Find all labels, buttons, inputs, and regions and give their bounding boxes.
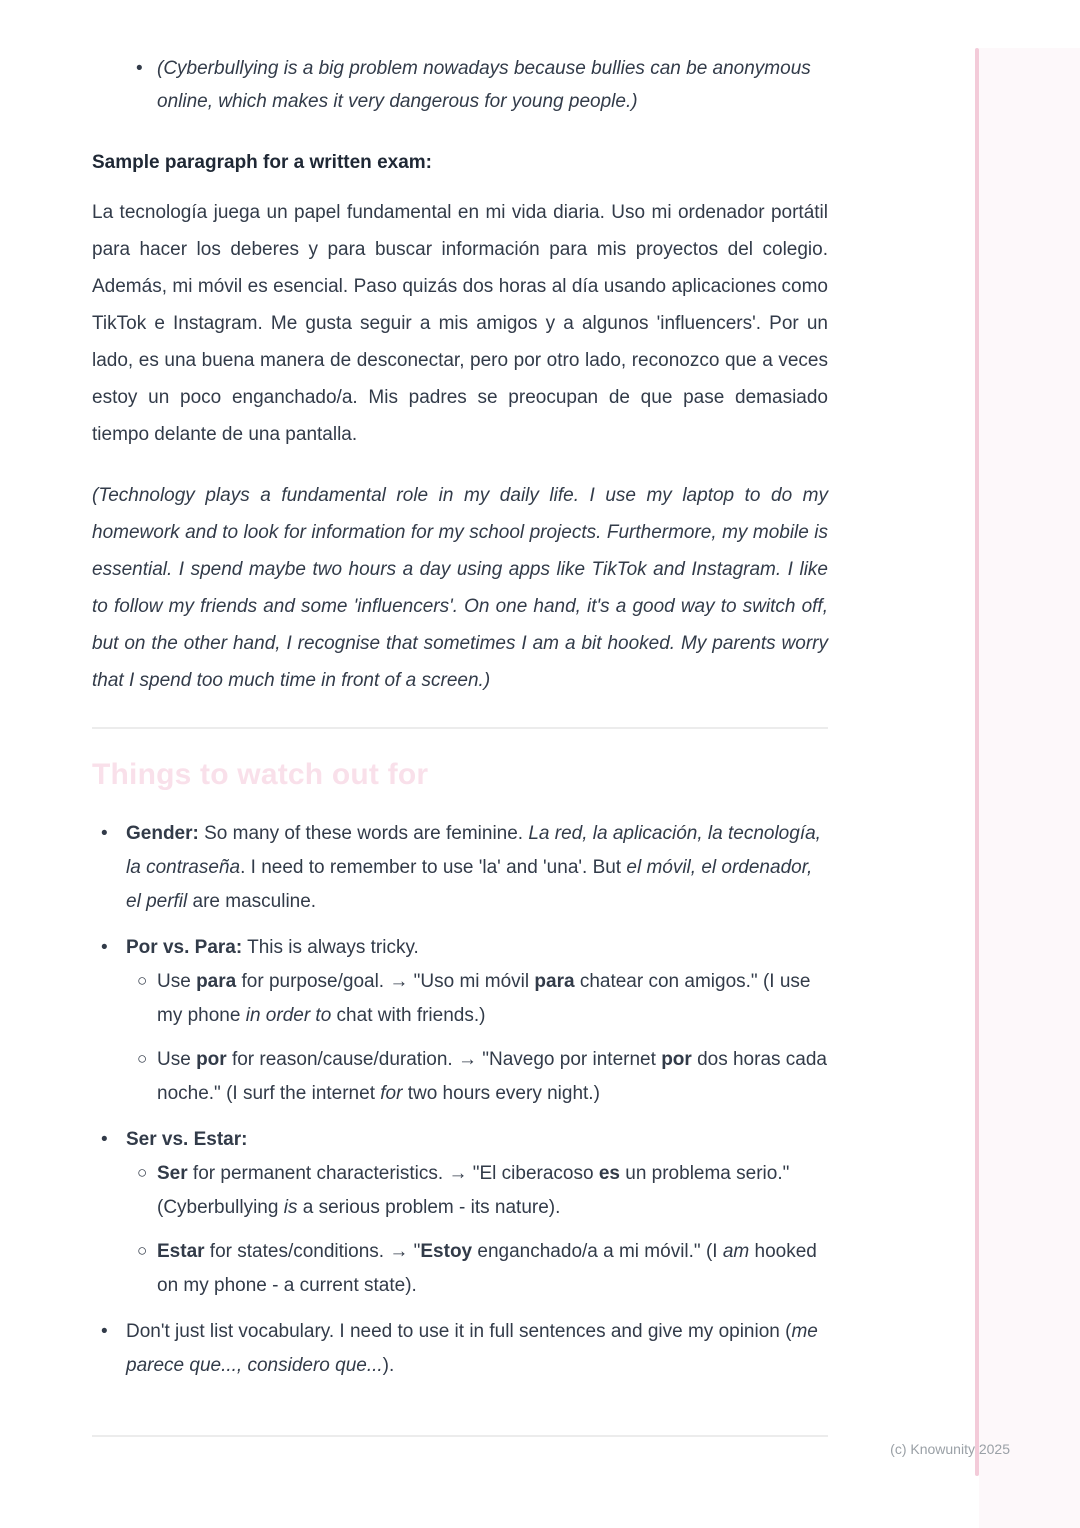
list-item-gender bbox=[92, 817, 828, 919]
sub-list bbox=[126, 1157, 828, 1303]
list-item-text: Don't just list vocabulary. I need to use it in full sentences and give my opinion (me parece que..., considero que...). bbox=[126, 1321, 818, 1376]
sub-list-item-text: Use por for reason/cause/duration. → "Navego por internet por dos horas cada noche." (I surf the internet for two hours every night.) bbox=[157, 1049, 827, 1104]
sub-list-item-para bbox=[126, 965, 828, 1033]
section-divider bbox=[92, 727, 828, 729]
sub-list-item-ser bbox=[126, 1157, 828, 1225]
watch-out-list bbox=[92, 817, 828, 1383]
sub-list-item-text: Use para for purpose/goal. → "Uso mi móvil para chatear con amigos." (I use my phone in order to chat with friends.) bbox=[157, 971, 811, 1026]
right-margin-tint bbox=[979, 48, 1080, 1528]
list-item-text: Ser vs. Estar: bbox=[126, 1129, 248, 1150]
sub-list-item-estar bbox=[126, 1235, 828, 1303]
sub-list bbox=[126, 965, 828, 1111]
spanish-paragraph: La tecnología juega un papel fundamental en mi vida diaria. Uso mi ordenador portátil para hacer los deberes y para buscar información para mis proyectos del colegio. Además, mi móvil es esencial. Paso quizás dos horas al día usando aplicaciones como TikTok e Instagram. Me gusta seguir a mis amigos y a algunos 'influencers'. Por un lado, es una buena manera de desconectar, pero por otro lado, reconozco que a veces estoy un poco enganchado/a. Mis padres se preocupan de que pase demasiado tiempo delante de una pantalla. bbox=[92, 202, 828, 445]
english-translation-paragraph: (Technology plays a fundamental role in my daily life. I use my laptop to do my homework and to look for information for my school projects. Furthermore, my mobile is essential. I spend maybe two hours a day using apps like TikTok and Instagram. I like to follow my friends and some 'influencers'. On one hand, it's a good way to switch off, but on the other hand, I recognise that sometimes I am a bit hooked. My parents worry that I spend too much time in front of a screen.) bbox=[92, 485, 828, 691]
bullet-icon: • bbox=[101, 937, 108, 958]
list-item-vocabulary-advice bbox=[92, 1315, 828, 1383]
sub-list-item-por bbox=[126, 1043, 828, 1111]
circle-bullet-icon: ○ bbox=[137, 1241, 148, 1260]
bullet-icon: • bbox=[101, 823, 108, 844]
list-item-por-vs-para bbox=[92, 931, 828, 1111]
circle-bullet-icon: ○ bbox=[137, 1163, 148, 1182]
footer-credit: (c) Knowunity 2025 bbox=[890, 1441, 1010, 1457]
list-item-ser-vs-estar bbox=[92, 1123, 828, 1303]
list-item-text: (Cyberbullying is a big problem nowadays because bullies can be anonymous online, which makes it very dangerous for young people.) bbox=[157, 58, 811, 112]
bullet-icon: • bbox=[136, 58, 143, 79]
list-item-text: Por vs. Para: This is always tricky. bbox=[126, 937, 419, 958]
sub-list-item-text: Estar for states/conditions. → "Estoy enganchado/a a mi móvil." (I am hooked on my phone - a current state). bbox=[157, 1241, 817, 1296]
footer-divider bbox=[92, 1435, 828, 1437]
list-item-text: Gender: So many of these words are feminine. La red, la aplicación, la tecnología, la contraseña. I need to remember to use 'la' and 'una'. But el móvil, el ordenador, el perfil are masculine. bbox=[126, 823, 821, 912]
circle-bullet-icon: ○ bbox=[137, 971, 148, 990]
sub-list-item-text: Ser for permanent characteristics. → "El ciberacoso es un problema serio." (Cyberbullying is a serious problem - its nature). bbox=[157, 1163, 790, 1218]
bullet-icon: • bbox=[101, 1129, 108, 1150]
page-accent-line bbox=[975, 48, 979, 1476]
circle-bullet-icon: ○ bbox=[137, 1049, 148, 1068]
page-content bbox=[92, 52, 828, 1395]
section-heading-sample-paragraph: Sample paragraph for a written exam: bbox=[92, 152, 432, 173]
list-item-cyberbullying-translation bbox=[92, 52, 828, 118]
page-title-things-to-watch: Things to watch out for bbox=[92, 758, 429, 791]
bullet-icon: • bbox=[101, 1321, 108, 1342]
